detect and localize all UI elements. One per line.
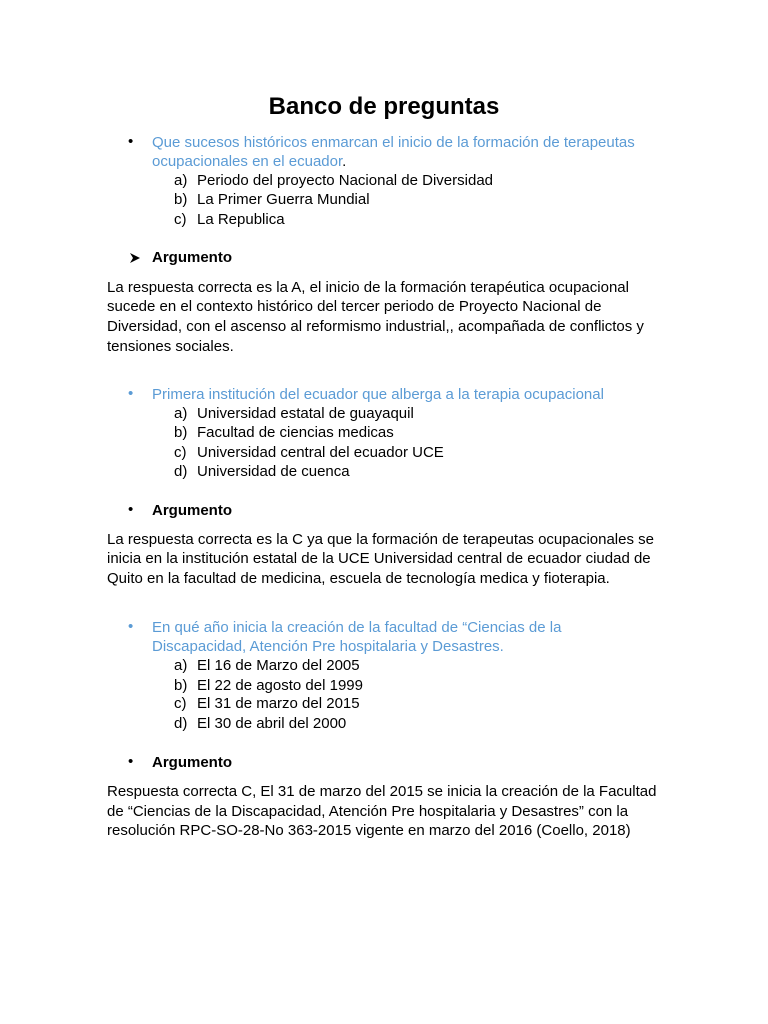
argument-line: inicia en la institución estatal de la UCE Universidad central de ecuador ciudad de [107, 550, 651, 567]
argument-line: Quito en la facultad de medicina, escuela de tecnología medica y fioterapia. [107, 570, 610, 587]
argument-line: Diversidad, con el ascenso al reformismo industrial,, acompañada de conflictos y [107, 318, 644, 335]
question-1-line-1: Que sucesos históricos enmarcan el inicio de la formación de terapeutas [152, 134, 635, 151]
option-text: El 22 de agosto del 1999 [197, 677, 363, 694]
argument-label: Argumento [152, 754, 232, 771]
option-letter: b) [174, 191, 188, 208]
argument-line: resolución RPC-SO-28-No 363-2015 vigente en marzo del 2016 (Coello, 2018) [107, 822, 631, 839]
option-letter: c) [174, 444, 187, 461]
page-title: Banco de preguntas [268, 93, 500, 120]
argument-line: La respuesta correcta es la A, el inicio de la formación terapéutica ocupacional [107, 279, 629, 296]
question-1-line-2-text: ocupacionales en el ecuador [152, 153, 343, 170]
option-text: Universidad de cuenca [197, 463, 350, 480]
argument-line: Respuesta correcta C, El 31 de marzo del 2015 se inicia la creación de la Facultad [107, 783, 657, 800]
question-1-suffix: . [342, 153, 347, 170]
question-3-line-1: En qué año inicia la creación de la facultad de “Ciencias de la [152, 619, 562, 636]
option-letter: a) [174, 172, 188, 189]
option-letter: d) [174, 463, 188, 480]
bullet-icon: • [128, 618, 134, 635]
option-letter: c) [174, 211, 187, 228]
option-text: Periodo del proyecto Nacional de Diversidad [197, 172, 494, 189]
question-3-line-2: Discapacidad, Atención Pre hospitalaria y Desastres. [152, 638, 504, 655]
option-text: El 31 de marzo del 2015 [197, 695, 360, 712]
option-text: Universidad estatal de guayaquil [197, 405, 414, 422]
bullet-icon: • [128, 753, 134, 770]
option-letter: d) [174, 715, 188, 732]
option-text: La Primer Guerra Mundial [197, 191, 370, 208]
argument-line: de “Ciencias de la Discapacidad, Atención Pre hospitalaria y Desastres” con la [107, 803, 629, 820]
option-letter: a) [174, 657, 188, 674]
bullet-icon: • [128, 385, 134, 402]
question-1-line-2 [152, 152, 346, 172]
option-letter: a) [174, 405, 188, 422]
option-text: El 30 de abril del 2000 [197, 715, 347, 732]
bullet-icon: • [128, 501, 134, 518]
argument-line: sucede en el contexto histórico del tercer periodo de Proyecto Nacional de [107, 298, 602, 315]
option-letter: b) [174, 677, 188, 694]
argument-line: La respuesta correcta es la C ya que la formación de terapeutas ocupacionales se [107, 531, 654, 548]
question-2-line-1: Primera institución del ecuador que alberga a la terapia ocupacional [152, 386, 604, 403]
argument-label: Argumento [152, 249, 232, 266]
argument-line: tensiones sociales. [107, 338, 234, 355]
option-letter: b) [174, 424, 188, 441]
option-letter: c) [174, 695, 187, 712]
bullet-icon: • [128, 133, 134, 150]
arrow-bullet-icon [129, 252, 141, 264]
option-text: Facultad de ciencias medicas [197, 424, 394, 441]
option-text: La Republica [197, 211, 285, 228]
option-text: Universidad central del ecuador UCE [197, 444, 444, 461]
argument-label: Argumento [152, 502, 232, 519]
option-text: El 16 de Marzo del 2005 [197, 657, 360, 674]
